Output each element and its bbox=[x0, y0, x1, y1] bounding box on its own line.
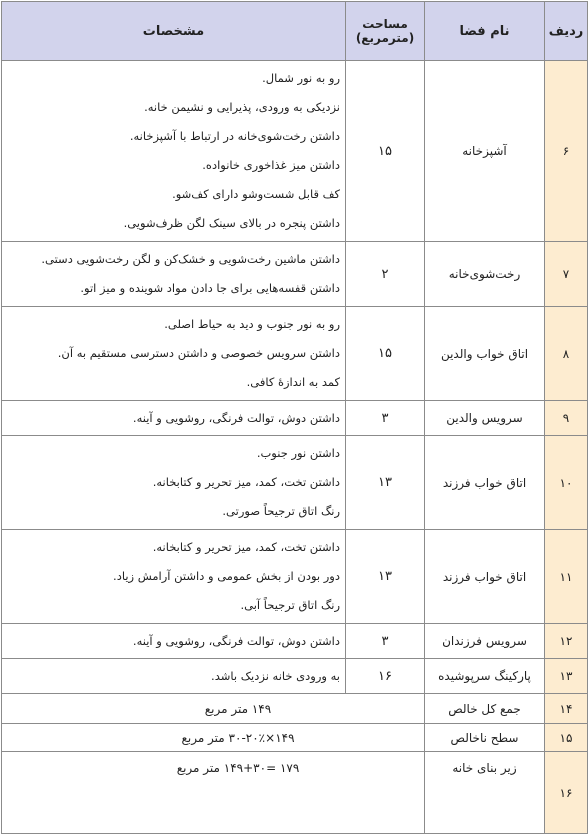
summary-row bbox=[2, 724, 588, 752]
header-space-name: نام فضا bbox=[425, 2, 545, 61]
row-number: ۸ bbox=[545, 307, 588, 401]
spec-line: داشتن قفسه‌هایی برای جا دادن مواد شوینده و میز اتو. bbox=[80, 281, 340, 295]
spec-line: داشتن دوش، توالت فرنگی، روشویی و آینه. bbox=[132, 411, 340, 425]
spec-line: داشتن نور جنوب. bbox=[256, 446, 340, 460]
table-row bbox=[2, 659, 588, 694]
spec-line: داشتن ماشین رخت‌شویی و خشک‌کن و لگن رخت‌شویی دستی. bbox=[41, 252, 340, 266]
space-name: اتاق خواب فرزند bbox=[425, 436, 545, 530]
spec-line: به ورودی خانه نزدیک باشد. bbox=[211, 669, 340, 683]
spec-line: رنگ اتاق ترجیحاً آبی. bbox=[240, 598, 340, 612]
space-area: ۱۵ bbox=[346, 307, 425, 401]
row-number: ۱۴ bbox=[545, 694, 588, 724]
spec-line: رنگ اتاق ترجیحاً صورتی. bbox=[222, 504, 340, 518]
header-area-title: مساحت bbox=[362, 17, 408, 31]
row-number: ۹ bbox=[545, 401, 588, 436]
spec-line: داشتن میز غذاخوری خانواده. bbox=[202, 158, 340, 172]
space-specs bbox=[2, 242, 346, 307]
table-row bbox=[2, 401, 588, 436]
header-row-number: ردیف bbox=[545, 2, 588, 61]
spec-line: کف قابل شست‌وشو دارای کف‌شو. bbox=[172, 187, 340, 201]
header-specifications: مشخصات bbox=[2, 2, 346, 61]
space-name: اتاق خواب والدین bbox=[425, 307, 545, 401]
space-name: سرویس والدین bbox=[425, 401, 545, 436]
row-number: ۱۰ bbox=[545, 436, 588, 530]
row-number: ۱۲ bbox=[545, 624, 588, 659]
space-area: ۱۵ bbox=[346, 61, 425, 242]
spec-line: داشتن سرویس خصوصی و داشتن دسترسی مستقیم به آن. bbox=[57, 346, 340, 360]
table-row bbox=[2, 61, 588, 242]
spec-line: دور بودن از بخش عمومی و داشتن آرامش زیاد. bbox=[113, 569, 340, 583]
space-name: پارکینگ سرپوشیده bbox=[425, 659, 545, 694]
space-specs bbox=[2, 61, 346, 242]
header-row bbox=[2, 2, 588, 61]
summary-label: جمع کل خالص bbox=[425, 694, 545, 724]
summary-value: ۱۴۹ متر مربع bbox=[2, 694, 425, 724]
spec-line: داشتن تخت، کمد، میز تحریر و کتابخانه. bbox=[152, 540, 340, 554]
spec-line: رو به نور شمال. bbox=[262, 71, 340, 85]
table-row bbox=[2, 436, 588, 530]
row-number: ۱۶ bbox=[545, 752, 588, 834]
space-specs bbox=[2, 307, 346, 401]
table-row bbox=[2, 530, 588, 624]
space-specs bbox=[2, 530, 346, 624]
space-name: اتاق خواب فرزند bbox=[425, 530, 545, 624]
table-row bbox=[2, 242, 588, 307]
row-number: ۱۳ bbox=[545, 659, 588, 694]
table-row bbox=[2, 624, 588, 659]
row-number: ۶ bbox=[545, 61, 588, 242]
spec-line: داشتن رخت‌شوی‌خانه در ارتباط با آشپزخانه. bbox=[129, 129, 340, 143]
spec-line: داشتن پنجره در بالای سینک لگن ظرف‌شویی. bbox=[123, 216, 340, 230]
summary-label: سطح ناخالص bbox=[425, 724, 545, 752]
spec-line: داشتن دوش، توالت فرنگی، روشویی و آینه. bbox=[132, 634, 340, 648]
space-area: ۳ bbox=[346, 401, 425, 436]
header-area bbox=[346, 2, 425, 61]
row-number: ۷ bbox=[545, 242, 588, 307]
space-area: ۱۳ bbox=[346, 530, 425, 624]
table-row bbox=[2, 307, 588, 401]
space-area: ۱۶ bbox=[346, 659, 425, 694]
spec-line: نزدیکی به ورودی، پذیرایی و نشیمن خانه. bbox=[144, 100, 340, 114]
space-specs bbox=[2, 624, 346, 659]
space-specs bbox=[2, 436, 346, 530]
space-name: آشپزخانه bbox=[425, 61, 545, 242]
space-name: سرویس فرزندان bbox=[425, 624, 545, 659]
space-specs bbox=[2, 401, 346, 436]
summary-value: ۱۷۹ =۱۴۹+۳۰ متر مربع bbox=[2, 752, 425, 834]
space-area: ۱۳ bbox=[346, 436, 425, 530]
spec-line: کمد به اندازهٔ کافی. bbox=[246, 375, 340, 389]
summary-row bbox=[2, 694, 588, 724]
spec-line: رو به نور جنوب و دید به حیاط اصلی. bbox=[164, 317, 340, 331]
spaces-table bbox=[1, 1, 588, 834]
row-number: ۱۱ bbox=[545, 530, 588, 624]
summary-value: ۱۴۹×۲۰٪-۳۰ متر مربع bbox=[2, 724, 425, 752]
space-area: ۲ bbox=[346, 242, 425, 307]
space-specs bbox=[2, 659, 346, 694]
space-area: ۳ bbox=[346, 624, 425, 659]
row-number: ۱۵ bbox=[545, 724, 588, 752]
spec-line: داشتن تخت، کمد، میز تحریر و کتابخانه. bbox=[152, 475, 340, 489]
summary-label: زیر بنای خانه bbox=[425, 752, 545, 834]
space-name: رخت‌شوی‌خانه bbox=[425, 242, 545, 307]
summary-row bbox=[2, 752, 588, 834]
header-area-unit: (مترمربع) bbox=[355, 31, 415, 45]
